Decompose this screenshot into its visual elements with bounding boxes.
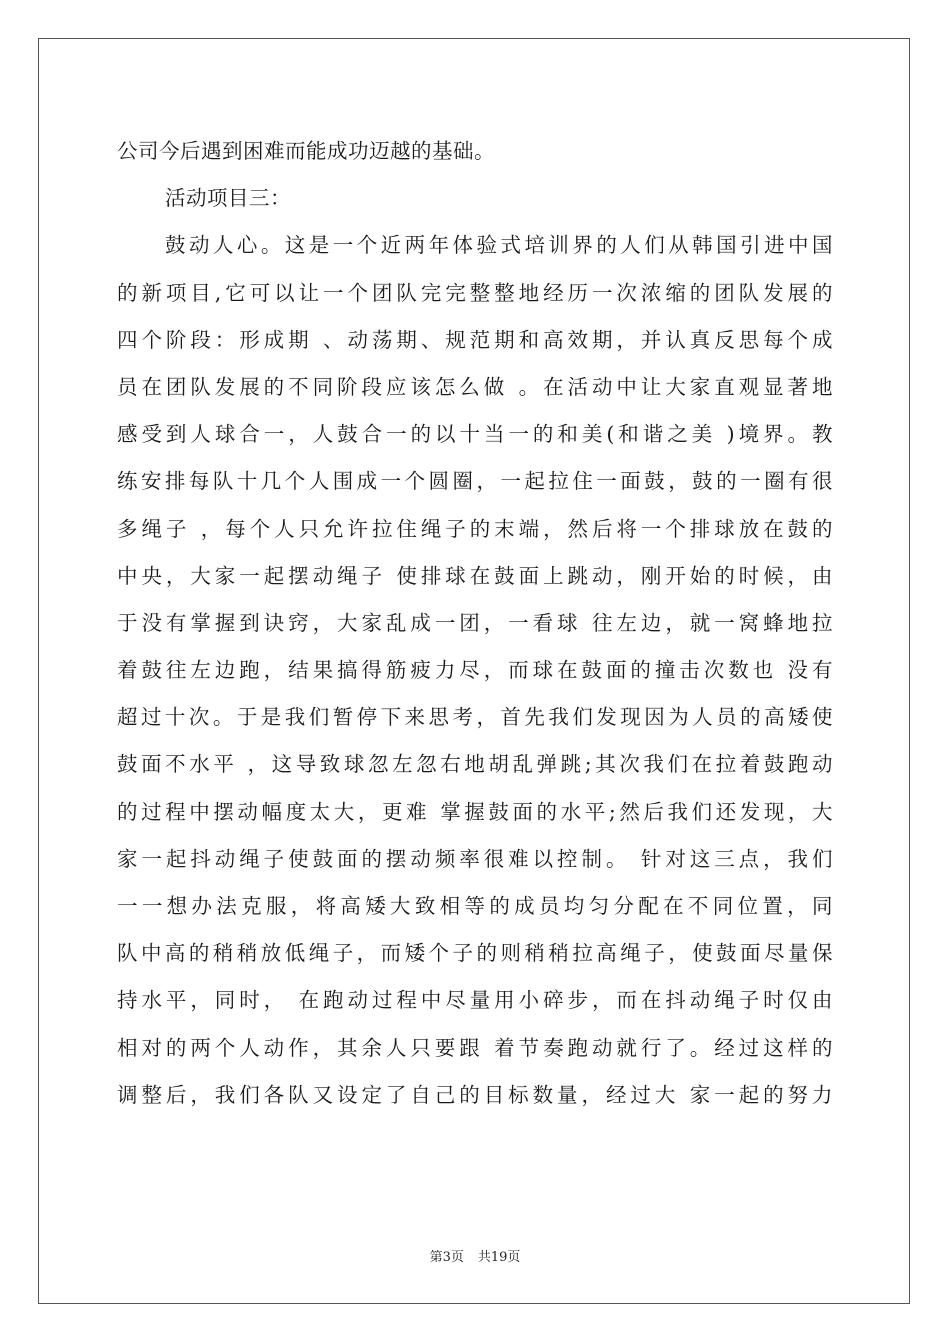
text-line: 的过程中摆动幅度太大，更难 掌握鼓面的水平;然后我们还发现，大: [117, 799, 833, 824]
text-line: 鼓动人心。这是一个近两年体验式培训界的人们从韩国引进中国: [165, 233, 833, 258]
text-line: 于没有掌握到诀窍，大家乱成一团，一看球 往左边，就一窝蜂地拉: [117, 610, 833, 635]
text-line: 家一起抖动绳子使鼓面的摆动频率很难以控制。 针对这三点，我们: [117, 846, 833, 871]
text-line: 着鼓往左边跑，结果搞得筋疲力尽，而球在鼓面的撞击次数也 没有: [117, 658, 833, 683]
document-body: [117, 128, 833, 1119]
text-line: 的新项目,它可以让一个团队完完整整地经历一次浓缩的团队发展的: [117, 280, 833, 305]
text-line: 持水平，同时， 在跑动过程中尽量用小碎步，而在抖动绳子时仅由: [117, 988, 833, 1013]
text-line: 多绳子 ，每个人只允许拉住绳子的末端，然后将一个排球放在鼓的: [117, 516, 833, 541]
text-line: 活动项目三：: [165, 186, 291, 211]
text-line: 员在团队发展的不同阶段应该怎么做 。在活动中让大家直观显著地: [117, 374, 833, 399]
text-line: 一一想办法克服，将高矮大致相等的成员均匀分配在不同位置，同: [117, 894, 833, 918]
text-line: 相对的两个人动作，其余人只要跟 着节奏跑动就行了。经过这样的: [117, 1035, 833, 1060]
text-line: 中央，大家一起摆动绳子 使排球在鼓面上跳动，刚开始的时候，由: [117, 563, 833, 588]
text-line: 调整后，我们各队又设定了自己的目标数量，经过大 家一起的努力: [117, 1082, 833, 1107]
page-number: 第3页: [429, 1250, 464, 1265]
text-line: 感受到人球合一，人鼓合一的以十当一的和美(和谐之美 )境界。教: [117, 422, 833, 447]
text-line: 四个阶段：形成期 、动荡期、规范期和高效期，并认真反思每个成: [117, 327, 833, 352]
page-footer: [0, 1246, 950, 1265]
text-line: 练安排每队十几个人围成一个圆圈，一起拉住一面鼓，鼓的一圈有很: [117, 469, 833, 494]
page-total: 共19页: [477, 1250, 521, 1265]
text-line: 超过十次。于是我们暂停下来思考，首先我们发现因为人员的高矮使: [117, 705, 833, 730]
text-line: 队中高的稍稍放低绳子，而矮个子的则稍稍拉高绳子，使鼓面尽量保: [117, 941, 833, 966]
text-line: 公司今后遇到困难而能成功迈越的基础。: [117, 139, 495, 163]
text-line: 鼓面不水平 ，这导致球忽左忽右地胡乱弹跳;其次我们在拉着鼓跑动: [117, 752, 833, 777]
